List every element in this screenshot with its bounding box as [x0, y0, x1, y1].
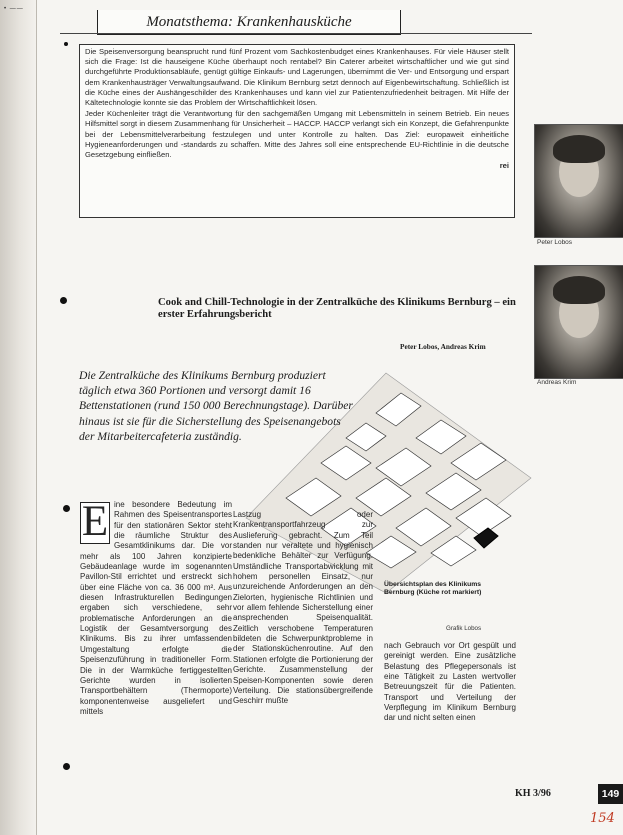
title-bullet-icon [60, 297, 67, 304]
hair-shape [553, 135, 605, 163]
map-credit: Grafik Lobos [446, 625, 482, 632]
body-column-2 [233, 510, 373, 707]
box-bullet-icon [64, 42, 68, 46]
issue-footer [515, 788, 551, 799]
hair-shape [553, 276, 605, 304]
section-rubric: Monatsthema: Krankenhausküche [97, 10, 401, 35]
body-column-3 [384, 641, 516, 724]
dropcap: E [81, 498, 109, 545]
spine-mark: • —— [4, 6, 24, 12]
column-bullet-icon [63, 763, 70, 770]
body-text-3: nach Gebrauch vor Ort gespült und gereinigt werden. Eine zusätzliche Belastung des Pflegepersonals ist eine Tätigkeit zu Lasten wertvoller Betreuungszeit für die Patienten. Transport und Verteilung der Verpflegung im Klinikum Bernburg dar und nicht selten einen [384, 641, 516, 723]
author-photo-lobos [534, 124, 623, 238]
page-edge [36, 0, 37, 835]
article-title: Cook and Chill-Technologie in der Zentralküche des Klinikums Bernburg – ein erster Erfahrungsbericht [158, 297, 516, 320]
body-text-1: ine besondere Bedeutung im Rahmen des Speisentransportes für den stationären Sektor steht die räumliche Struktur des Gesamtklinikums dar. Die vor mehr als 100 Jahren konzipierte Gebäudeanlage wurde im sogenannten Pavillon-Stil errichtet und erstreckt sich über eine Fläche von ca. 36 000 m². Aus diesen Infrastrukturellen Bedingungen ergaben sich verschiedene, sehr problematische Anforderungen an die Logistik der Gesamtversorgung des Klinikums. Bis zu ihrer umfassenden Umgestaltung erfolgte die Speisenzuführung in traditioneller Form. Die in der Warmküche fertiggestellten Gerichte wurden in isolierten Transportbehältern (Thermoporte) komponentenweise ausgeliefert und mittels [80, 500, 232, 716]
intro-signature: rei [499, 161, 509, 171]
intro-paragraph-1: Die Speisenversorgung beansprucht rund fünf Prozent vom Sachkostenbudget eines Krankenhauses. Für viele Häuser stellt sich die Frage: Ist die hauseigene Küche überhaupt noch rentabel? Bin Caterer arbeitet wirtschaftlicher und wie gut sind durchgeführte Produktionsabläufe, genügt gültige Einkaufs- und Lagerungen, übernimmt die Ver- und Entsorgung und erspart dem Krankenhausträger Verwaltungsaufwand. Die Klinikum Bernburg setzt dennoch auf Eigenbewirtschaftung. Schließlich ist die Küche eines der Aushängeschilder des Krankenhauses und kann viel zur Patientenzufriedenheit beitragen. Mit Hilfe der Kältetechnologie konnte sie das Problem der Wirtschaftlichkeit lösen. [85, 47, 509, 108]
map-caption: Übersichtsplan des Klinikums Bernburg (Küche rot markiert) [384, 581, 482, 597]
book-spine-shadow [0, 0, 36, 835]
article-lead: Die Zentralküche des Klinikums Bernburg produziert täglich etwa 360 Portionen und versorgt damit 16 Bettenstationen (rund 150 000 Berechnungstage). Darüber hinaus ist sie für die Sicherstellung des Speisenangebots der Mitarbeitercafeteria zuständig. [79, 369, 353, 443]
body-text-2: Lastzug oder Krankentransportfahrzeug zur Auslieferung gebracht. Zum Teil standen nur veraltete und hygienisch bedenkliche Behälter zur Verfügung. Umständliche Transportabwicklung mit hohem personellen Einsatz, nur unzureichende Anforderungen an den Zielorten, hygienische Richtlinien und vor allem fehlende Sicherstellung einer ansprechenden Speisenqualität. Zeitlich verschobene Temperaturen bildeten die Schwerpunktprobleme in der Stationsküchenroutine. Auf den Stationen erfolgte die Portionierung der Gerichte. Zusammenstellung der Speisen-Komponenten sowie deren Verteilung. Die stationsübergreifende Geschirr mußte [233, 510, 373, 706]
photo-caption-krim: Andreas Krim [537, 379, 577, 386]
column-bullet-icon [63, 505, 70, 512]
intro-paragraph-2: Jeder Küchenleiter trägt die Verantwortung für den sachgemäßen Umgang mit Lebensmitteln in seinem Betrieb. Ein neues Hilfsmittel sorgt in diesem Zusammenhang für Unsicherheit – HACCP. HACCP verlangt sich ein Konzept, die Gefahrenpunkte bei der Lebensmittelverarbeitung festzulegen und unter Kontrolle zu halten. Das Ziel: europaweit einheitliche Hygieneanforderungen und -standards zu schaffen. Mitte des Jahres soll eine entsprechende EU-Richtlinie in die deutsche Gesetzgebung einfließen. [85, 109, 509, 160]
article-authors: Peter Lobos, Andreas Krim [400, 342, 486, 351]
body-column-1 [80, 500, 232, 717]
photo-caption-lobos: Peter Lobos [537, 239, 573, 246]
intro-box [79, 44, 515, 218]
author-photo-krim [534, 265, 623, 379]
rubric-rule [60, 33, 532, 34]
issue-label: KH 3/96 [515, 788, 551, 799]
handwritten-page-number: 154 [590, 811, 615, 826]
page-number: 149 [598, 784, 623, 804]
